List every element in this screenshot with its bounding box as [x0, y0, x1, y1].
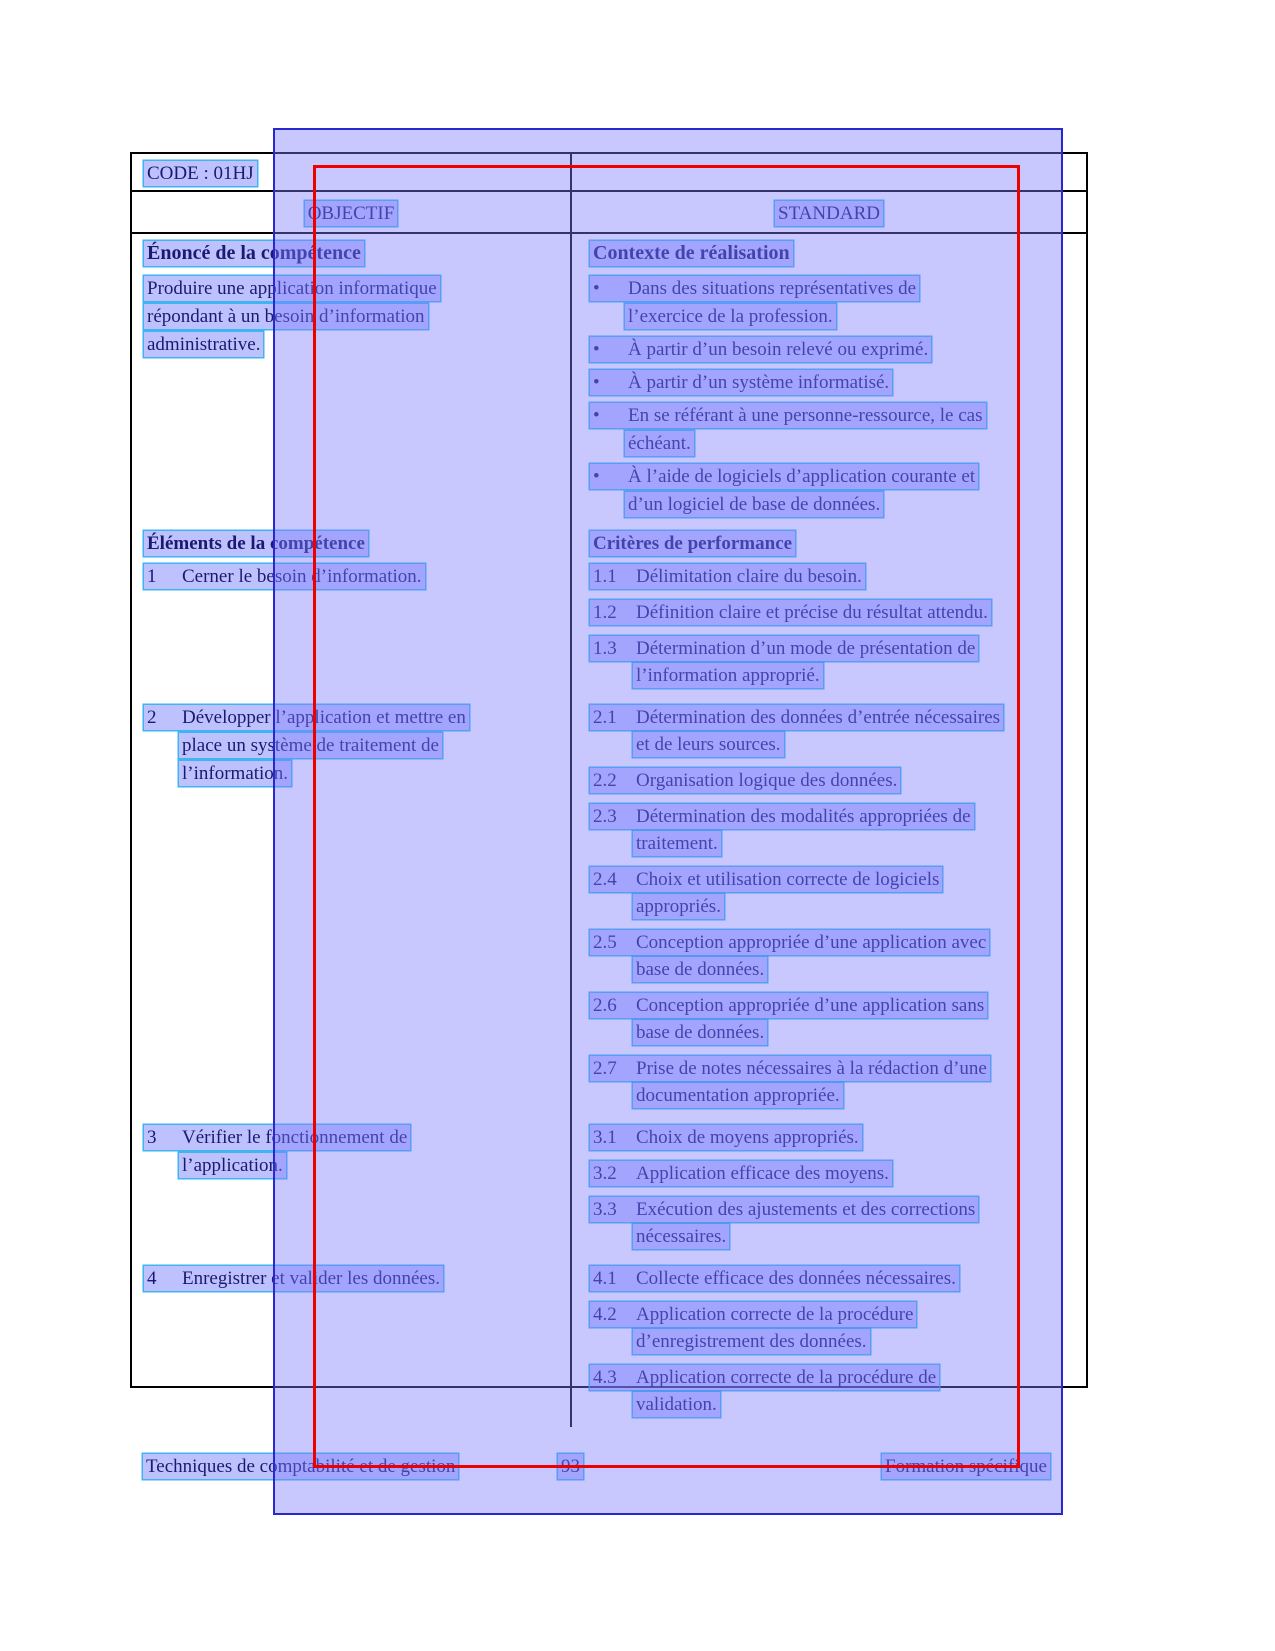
footer-program-title-text: Techniques de comptabilité et de gestion — [143, 1454, 458, 1479]
element-cell — [132, 1118, 572, 1259]
context-bullet — [590, 336, 1082, 364]
enonce-paragraph — [144, 275, 562, 359]
item-number: 2.1 — [593, 707, 617, 728]
text-line: 3 Vérifier le fonctionnement de — [144, 1125, 410, 1150]
criterion — [590, 704, 1082, 758]
text-line: 1.3 Détermination d’un mode de présentation de — [590, 636, 978, 661]
element-item — [144, 704, 562, 788]
page-number — [558, 1453, 583, 1480]
objectif-header-cell — [132, 192, 572, 232]
text-line: nécessaires. — [633, 1224, 729, 1249]
text-line: 1.2 Définition claire et précise du résultat attendu. — [590, 600, 991, 625]
footer-section-label — [882, 1453, 1050, 1480]
standard-header: STANDARD — [775, 201, 883, 226]
item-number: 2.7 — [593, 1058, 617, 1079]
element-line — [144, 1265, 562, 1293]
text-line: 3.2 Application efficace des moyens. — [590, 1161, 892, 1186]
criterion — [590, 1124, 1082, 1151]
text-line: l’application. — [179, 1153, 286, 1178]
text-line: l’exercice de la profession. — [625, 304, 836, 329]
criterion-line — [590, 1196, 1082, 1223]
item-number: 1.2 — [593, 602, 617, 623]
criteria-cell — [572, 557, 1086, 698]
footer-section-label-text: Formation spécifique — [882, 1454, 1050, 1479]
text-line: 3.1 Choix de moyens appropriés. — [590, 1125, 862, 1150]
text-line: base de données. — [633, 957, 767, 982]
text-line: • À l’aide de logiciels d’application courante et — [590, 464, 978, 489]
text-line: 2.1 Détermination des données d’entrée nécessaires — [590, 705, 1003, 730]
item-number: 3 — [147, 1127, 157, 1148]
criterion-line — [590, 866, 1082, 893]
criterion-line — [590, 1391, 1082, 1418]
text-line: 4.2 Application correcte de la procédure — [590, 1302, 916, 1327]
element-item — [144, 1124, 562, 1180]
criterion — [590, 1364, 1082, 1418]
paragraph-line — [144, 303, 562, 331]
criteria-cell — [572, 1259, 1086, 1427]
bullet-icon: • — [593, 339, 600, 360]
contexte-cell — [572, 234, 1086, 524]
item-number: 1.3 — [593, 638, 617, 659]
text-line: administrative. — [144, 332, 263, 357]
criteria-cell — [572, 1118, 1086, 1259]
bullet-line — [590, 303, 1082, 331]
page-number-text: 93 — [558, 1454, 583, 1479]
bullet-icon: • — [593, 405, 600, 426]
code-label: CODE : 01HJ — [144, 161, 257, 186]
table-body — [132, 234, 1086, 1427]
criterion-line — [590, 635, 1082, 662]
criterion-line — [590, 1055, 1082, 1082]
criterion-line — [590, 731, 1082, 758]
criterion — [590, 599, 1082, 626]
text-line: 2.2 Organisation logique des données. — [590, 768, 900, 793]
element-line — [144, 1152, 562, 1180]
item-number: 1.1 — [593, 566, 617, 587]
bullet-icon: • — [593, 278, 600, 299]
element-line — [144, 1124, 562, 1152]
item-number: 2.6 — [593, 995, 617, 1016]
criterion — [590, 929, 1082, 983]
element-cell — [132, 1259, 572, 1427]
criterion-line — [590, 830, 1082, 857]
criteres-heading-cell — [572, 524, 1086, 557]
enonce-heading: Énoncé de la compétence — [144, 241, 364, 266]
criterion-line — [590, 1124, 1082, 1151]
text-line: d’enregistrement des données. — [633, 1329, 870, 1354]
item-number: 2.4 — [593, 869, 617, 890]
elements-heading-cell — [132, 524, 572, 557]
criterion-line — [590, 563, 1082, 590]
criterion-line — [590, 1160, 1082, 1187]
text-line: appropriés. — [633, 894, 724, 919]
criterion-line — [590, 1265, 1082, 1292]
criterion-line — [590, 893, 1082, 920]
text-line: l’information. — [179, 761, 291, 786]
bullet-line — [590, 402, 1082, 430]
footer-program-title — [143, 1453, 458, 1480]
text-line: et de leurs sources. — [633, 732, 784, 757]
context-bullet — [590, 369, 1082, 397]
competency-item-row — [132, 1259, 1086, 1427]
text-line: • À partir d’un besoin relevé ou exprimé. — [590, 337, 931, 362]
text-line: • Dans des situations représentatives de — [590, 276, 919, 301]
text-line: 2.3 Détermination des modalités appropriées de — [590, 804, 974, 829]
criterion-line — [590, 1364, 1082, 1391]
competency-item-row — [132, 1118, 1086, 1259]
text-line: répondant à un besoin d’information — [144, 304, 428, 329]
criterion-line — [590, 1301, 1082, 1328]
criteres-heading: Critères de performance — [590, 531, 795, 556]
text-line: l’information approprié. — [633, 663, 823, 688]
text-line: 4 Enregistrer et valider les données. — [144, 1266, 443, 1291]
text-line: documentation appropriée. — [633, 1083, 843, 1108]
criteria-cell — [572, 698, 1086, 1118]
text-line: 4.3 Application correcte de la procédure de — [590, 1365, 939, 1390]
element-cell — [132, 698, 572, 1118]
item-number: 1 — [147, 566, 157, 587]
subheadings-row — [132, 524, 1086, 557]
standard-header-cell — [572, 192, 1086, 232]
text-line: 2.6 Conception appropriée d’une application sans — [590, 993, 987, 1018]
text-line: validation. — [633, 1392, 720, 1417]
criterion-line — [590, 767, 1082, 794]
text-line: 2 Développer l’application et mettre en — [144, 705, 469, 730]
text-line: échéant. — [625, 431, 694, 456]
criterion — [590, 1301, 1082, 1355]
criterion-line — [590, 599, 1082, 626]
element-line — [144, 704, 562, 732]
text-line: Produire une application informatique — [144, 276, 440, 301]
text-line: 4.1 Collecte efficace des données nécessaires. — [590, 1266, 959, 1291]
context-bullet — [590, 402, 1082, 458]
text-line: place un système de traitement de — [179, 733, 442, 758]
bullet-line — [590, 336, 1082, 364]
objectif-header: OBJECTIF — [305, 201, 398, 226]
criterion-line — [590, 929, 1082, 956]
criterion-line — [590, 1019, 1082, 1046]
column-headers-row — [132, 192, 1086, 234]
text-line: • À partir d’un système informatisé. — [590, 370, 892, 395]
bullet-line — [590, 430, 1082, 458]
item-number: 3.1 — [593, 1127, 617, 1148]
item-number: 2.2 — [593, 770, 617, 791]
competency-table — [130, 152, 1088, 1415]
criterion — [590, 803, 1082, 857]
elements-heading: Éléments de la compétence — [144, 531, 368, 556]
criterion-line — [590, 1082, 1082, 1109]
item-number: 2 — [147, 707, 157, 728]
element-line — [144, 760, 562, 788]
code-cell — [132, 154, 572, 190]
text-line: d’un logiciel de base de données. — [625, 492, 883, 517]
item-number: 2.3 — [593, 806, 617, 827]
element-line — [144, 563, 562, 591]
bullet-icon: • — [593, 372, 600, 393]
item-number: 4.2 — [593, 1304, 617, 1325]
element-line — [144, 732, 562, 760]
criterion — [590, 563, 1082, 590]
bullet-line — [590, 463, 1082, 491]
text-line: 2.4 Choix et utilisation correcte de logiciels — [590, 867, 942, 892]
item-number: 3.2 — [593, 1163, 617, 1184]
bullet-line — [590, 491, 1082, 519]
element-item — [144, 1265, 562, 1293]
competency-item-row — [132, 698, 1086, 1118]
contexte-heading: Contexte de réalisation — [590, 241, 793, 266]
bullet-line — [590, 275, 1082, 303]
enonce-cell — [132, 234, 572, 524]
criterion — [590, 1196, 1082, 1250]
context-bullet — [590, 463, 1082, 519]
element-cell — [132, 557, 572, 698]
item-number: 2.5 — [593, 932, 617, 953]
criterion — [590, 1160, 1082, 1187]
criterion-line — [590, 1328, 1082, 1355]
criterion — [590, 866, 1082, 920]
competency-item-row — [132, 557, 1086, 698]
criterion — [590, 992, 1082, 1046]
item-number: 4.1 — [593, 1268, 617, 1289]
paragraph-line — [144, 331, 562, 359]
element-item — [144, 563, 562, 591]
code-row — [132, 154, 1086, 192]
text-line: 3.3 Exécution des ajustements et des corrections — [590, 1197, 978, 1222]
criterion-line — [590, 803, 1082, 830]
criterion-line — [590, 956, 1082, 983]
paragraph-line — [144, 275, 562, 303]
criterion-line — [590, 704, 1082, 731]
criterion-line — [590, 662, 1082, 689]
text-line: 1.1 Délimitation claire du besoin. — [590, 564, 865, 589]
criterion — [590, 1265, 1082, 1292]
statement-context-section — [132, 234, 1086, 524]
contexte-bullet-list — [590, 275, 1082, 519]
bullet-icon: • — [593, 466, 600, 487]
criterion-line — [590, 1223, 1082, 1250]
text-line: 2.7 Prise de notes nécessaires à la rédaction d’une — [590, 1056, 990, 1081]
item-number: 4.3 — [593, 1367, 617, 1388]
bullet-line — [590, 369, 1082, 397]
text-line: base de données. — [633, 1020, 767, 1045]
context-bullet — [590, 275, 1082, 331]
criterion — [590, 767, 1082, 794]
item-number: 3.3 — [593, 1199, 617, 1220]
text-line: • En se référant à une personne-ressource, le cas — [590, 403, 986, 428]
criterion-line — [590, 992, 1082, 1019]
criterion — [590, 635, 1082, 689]
criterion — [590, 1055, 1082, 1109]
text-line: 2.5 Conception appropriée d’une application avec — [590, 930, 989, 955]
code-row-spacer — [572, 154, 1086, 190]
text-line: traitement. — [633, 831, 721, 856]
text-line: 1 Cerner le besoin d’information. — [144, 564, 425, 589]
item-number: 4 — [147, 1268, 157, 1289]
